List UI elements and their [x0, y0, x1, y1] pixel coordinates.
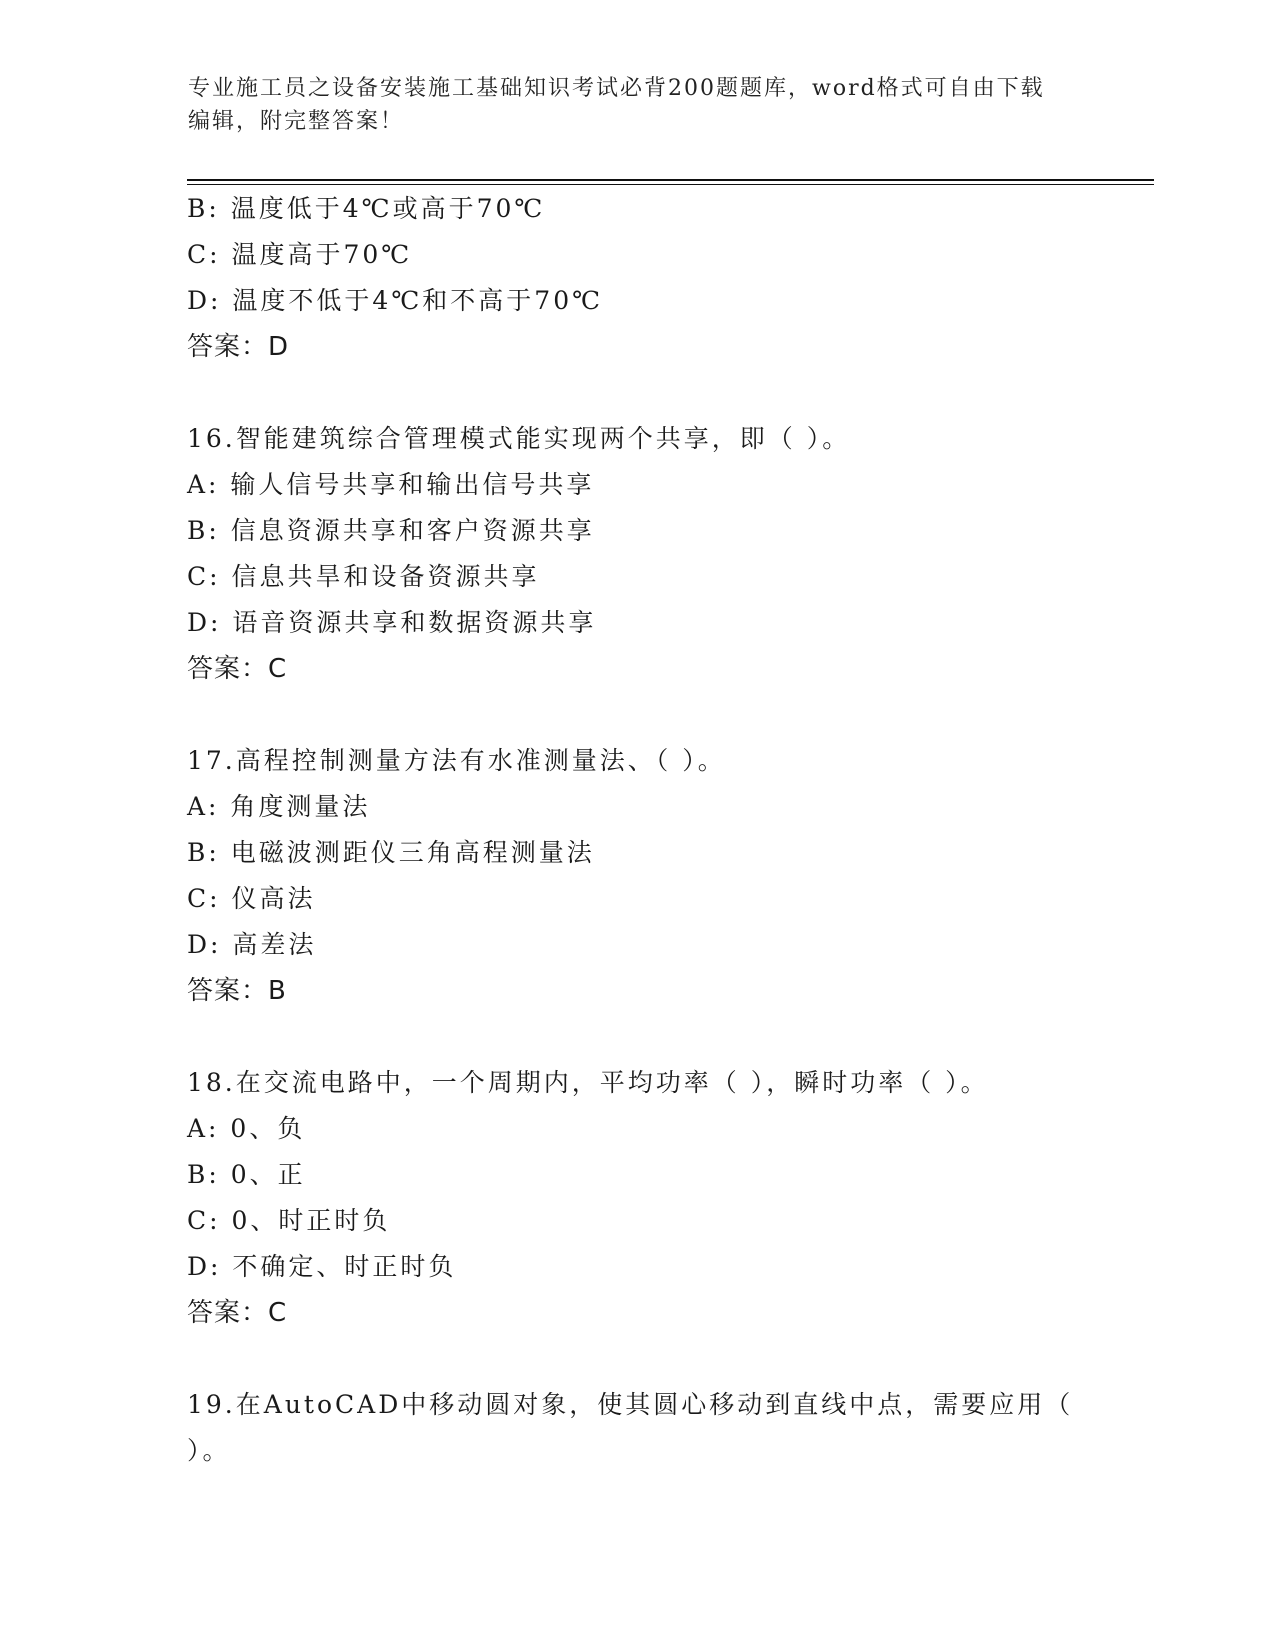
question-stem: 16.智能建筑综合管理模式能实现两个共享，即（ ）。: [187, 424, 851, 453]
question-17: [187, 738, 1154, 1014]
question-18: [187, 1060, 1154, 1336]
option-b: B: 温度低于4℃或高于70℃: [187, 194, 546, 223]
option-a: A: 角度测量法: [187, 792, 371, 821]
document-body: [187, 186, 1154, 1474]
question-19: [187, 1382, 1154, 1474]
option-c: C: 0、时正时负: [187, 1206, 391, 1235]
header-line-2: 编辑，附完整答案！: [188, 109, 405, 134]
question-stem: 18.在交流电路中，一个周期内，平均功率（ ），瞬时功率（ ）。: [187, 1068, 989, 1097]
header-divider-thin: [187, 184, 1154, 185]
option-d: D: 温度不低于4℃和不高于70℃: [187, 286, 604, 315]
option-b: B: 电磁波测距仪三角高程测量法: [187, 838, 595, 867]
spacer: [187, 692, 1154, 738]
answer: 答案：C: [187, 1298, 288, 1328]
option-a: A: 输人信号共享和输出信号共享: [187, 470, 595, 499]
spacer: [187, 1336, 1154, 1382]
header-line-1: 专业施工员之设备安装施工基础知识考试必背200题题库，word格式可自由下载: [188, 76, 1045, 101]
option-b: B: 0、正: [187, 1160, 306, 1189]
document-header: [188, 72, 1088, 138]
question-stem: 17.高程控制测量方法有水准测量法、（ ）。: [187, 746, 726, 775]
header-divider-thick: [187, 179, 1154, 181]
option-b: B: 信息资源共享和客户资源共享: [187, 516, 595, 545]
question-stem-line-2: ）。: [187, 1436, 231, 1465]
option-a: A: 0、负: [187, 1114, 306, 1143]
option-d: D: 高差法: [187, 930, 317, 959]
option-c: C: 仪高法: [187, 884, 316, 913]
option-c: C: 温度高于70℃: [187, 240, 413, 269]
answer: 答案：B: [187, 976, 287, 1006]
answer: 答案：D: [187, 332, 290, 362]
question-16: [187, 416, 1154, 692]
option-c: C: 信息共旱和设备资源共享: [187, 562, 540, 591]
spacer: [187, 370, 1154, 416]
spacer: [187, 1014, 1154, 1060]
option-d: D: 不确定、时正时负: [187, 1252, 457, 1281]
option-d: D: 语音资源共享和数据资源共享: [187, 608, 597, 637]
answer: 答案：C: [187, 654, 288, 684]
question-15-continued: [187, 186, 1154, 370]
question-stem-line-1: 19.在AutoCAD中移动圆对象，使其圆心移动到直线中点，需要应用（: [187, 1390, 1074, 1419]
